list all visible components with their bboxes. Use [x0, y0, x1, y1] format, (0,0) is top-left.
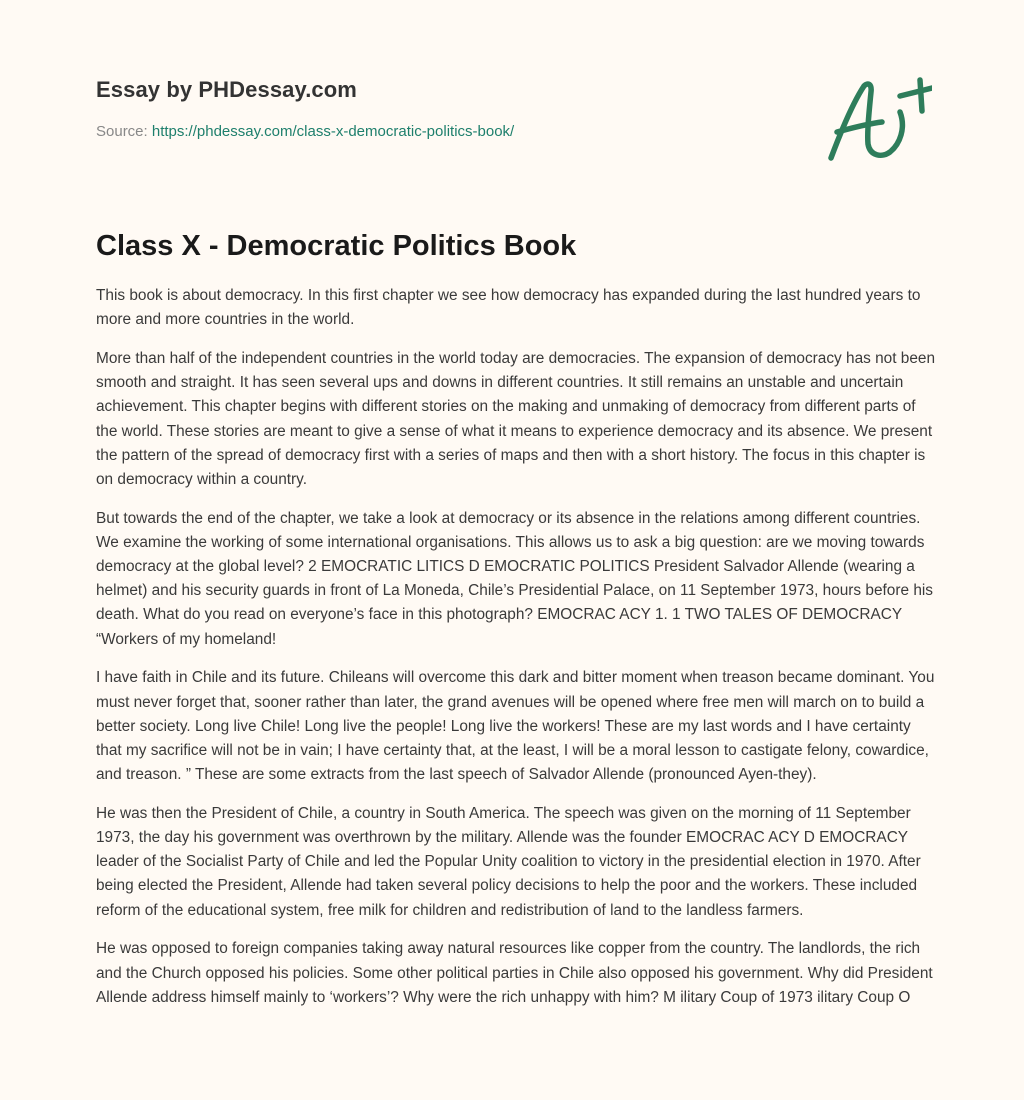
article-paragraph: He was opposed to foreign companies taking away natural resources like copper from the country. The landlords, the rich and the Church opposed his policies. Some other political parties in Chile also opposed his government. Why did President Allende address himself mainly to ‘workers’? Why were the rich unhappy with him? M ilitary Coup of 1973 ilitary Coup O: [96, 940, 933, 1006]
article: [96, 226, 938, 1024]
article-paragraph: He was then the President of Chile, a country in South America. The speech was given on the morning of 11 September 1973, the day his government was overthrown by the military. Allende was the founder EMOCRAC ACY D EMOCRACY leader of the Socialist Party of Chile and led the Popular Unity coalition to victory in the presidential election in 1970. After being elected the President, Allende had taken several policy decisions to help the poor and the workers. These included reform of the educational system, free milk for children and redistribution of land to the landless farmers.: [96, 804, 921, 919]
article-paragraph: This book is about democracy. In this first chapter we see how democracy has expanded during the last hundred years to more and more countries in the world.: [96, 287, 921, 329]
page-header: [96, 74, 936, 142]
source-link[interactable]: https://phdessay.com/class-x-democratic-politics-book/: [151, 123, 515, 140]
article-title: Class X - Democratic Politics Book: [96, 230, 577, 262]
article-paragraph: I have faith in Chile and its future. Chileans will overcome this dark and bitter moment when treason became dominant. You must never forget that, sooner rather than later, the grand avenues will be opened where free men will march on to build a better society. Long live Chile! Long live the people! Long live the workers! These are my last words and I have certainty that my sacrifice will not be in vain; I have certainty that, at the least, I will be a moral lesson to castigate felony, cowardice, and treason. ” These are some extracts from the last speech of Salvador Allende (pronounced Ayen-they).: [96, 669, 935, 784]
site-title: Essay by PHDessay.com: [96, 77, 357, 102]
a-plus-grade-icon: [822, 66, 932, 166]
article-paragraph: More than half of the independent countries in the world today are democracies. The expansion of democracy has not been smooth and straight. It has seen several ups and downs in different countries. It still remains an unstable and uncertain achievement. This chapter begins with different stories on the making and unmaking of democracy from different parts of the world. These stories are meant to give a sense of what it means to experience democracy and its absence. We present the pattern of the spread of democracy first with a series of maps and then with a short history. The focus in this chapter is on democracy within a country.: [96, 349, 936, 488]
article-paragraph: But towards the end of the chapter, we take a look at democracy or its absence in the relations among different countries. We examine the working of some international organisations. This allows us to ask a big question: are we moving towards democracy at the global level? 2 EMOCRATIC LITICS D EMOCRATIC POLITICS President Salvador Allende (wearing a helmet) and his security guards in front of La Moneda, Chile’s Presidential Palace, on 11 September 1973, hours before his death. What do you read on everyone’s face in this photograph? EMOCRAC ACY 1. 1 TWO TALES OF DEMOCRACY “Workers of my homeland!: [96, 509, 933, 648]
source-line: [96, 122, 936, 142]
source-label: Source:: [96, 123, 148, 140]
